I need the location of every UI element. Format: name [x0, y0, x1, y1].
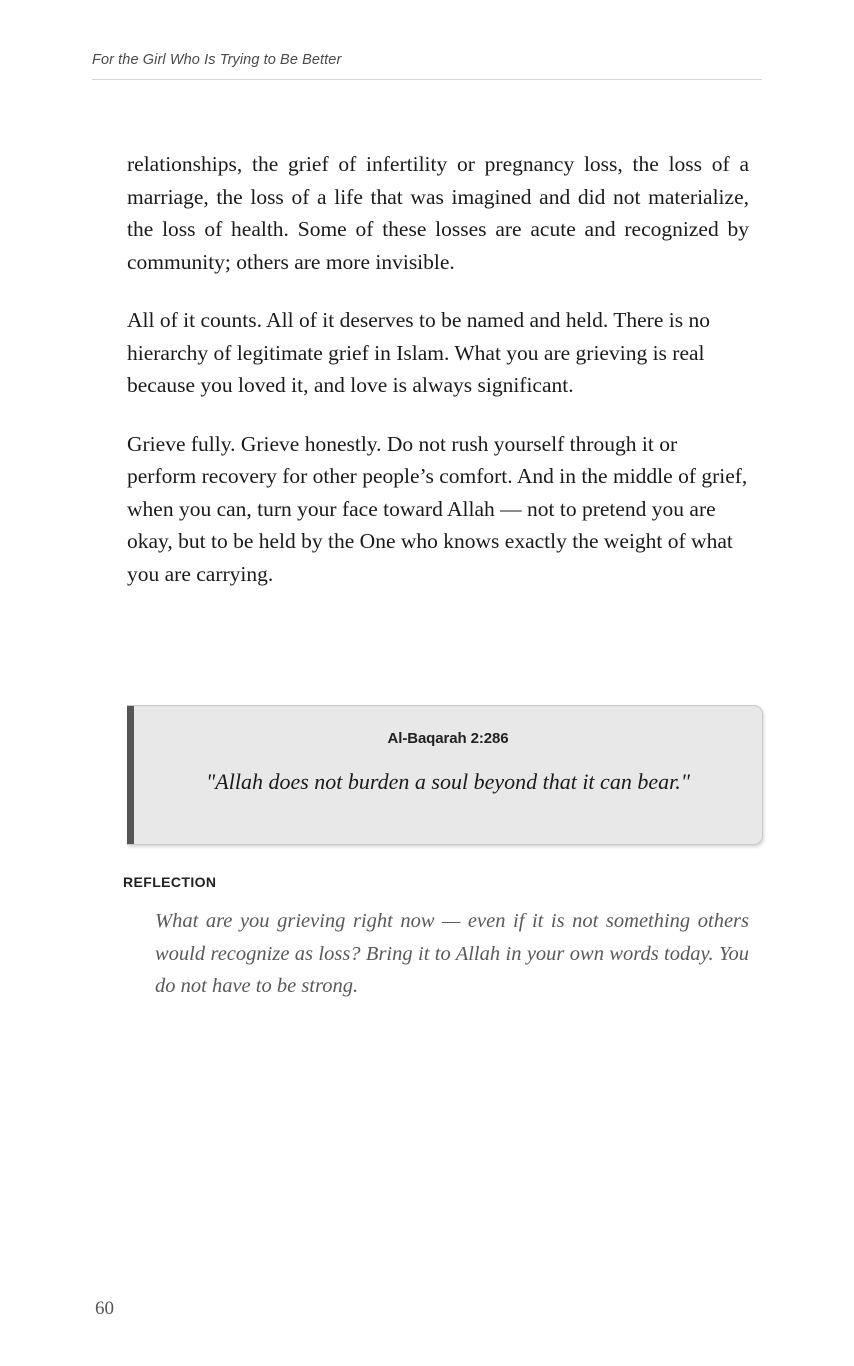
body-paragraph-2: All of it counts. All of it deserves to be named and held. There is no hierarchy of legitimate grief in Islam. What you are grieving is real because you loved it, and love is always significant. [127, 308, 710, 397]
body-paragraph-1: relationships, the grief of infertility or pregnancy loss, the loss of a marriage, the loss of a life that was imagined and did not materialize, the loss of health. Some of these losses are acute and recognized by community; others are more invisible. [127, 152, 749, 274]
reflection-section-label: REFLECTION [123, 874, 217, 890]
callout-citation: Al-Baqarah 2:286 [387, 730, 509, 747]
body-text-column [127, 148, 749, 616]
reflection-prompt-text: What are you grieving right now — even if it is not something others would recognize as loss? Bring it to Allah in your own words today. You do not have to be strong. [155, 910, 749, 997]
callout-content [134, 706, 762, 797]
page-number: 60 [95, 1298, 114, 1319]
quote-callout-box [127, 705, 763, 845]
header-divider-rule [92, 79, 762, 80]
running-header-title: For the Girl Who Is Trying to Be Better [92, 52, 342, 68]
running-header [92, 52, 762, 68]
body-paragraph-3: Grieve fully. Grieve honestly. Do not rush yourself through it or perform recovery for other people’s comfort. And in the middle of grief, when you can, turn your face toward Allah — not to pretend you are okay, but to be held by the One who knows exactly the weight of what you are carrying. [127, 431, 748, 586]
callout-accent-bar [127, 706, 134, 844]
callout-quote-text: "Allah does not burden a soul beyond that it can bear." [206, 769, 690, 794]
